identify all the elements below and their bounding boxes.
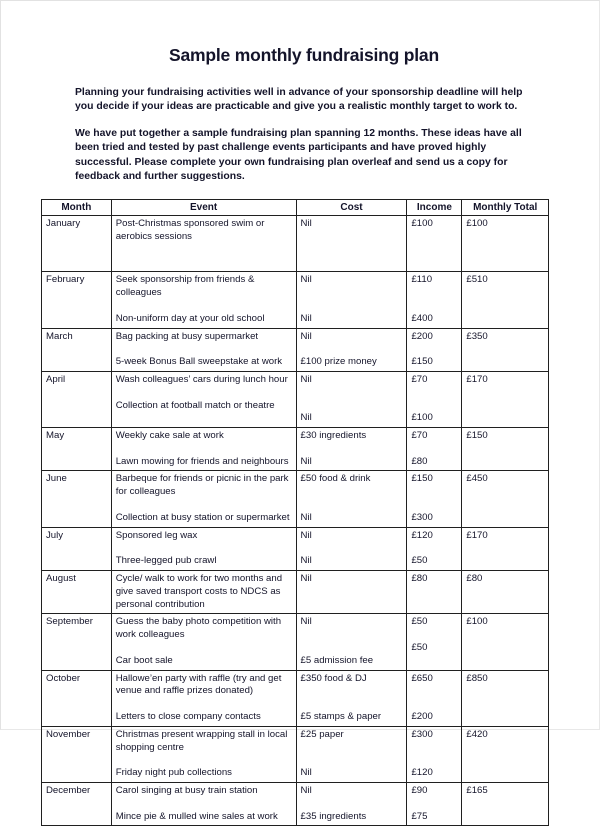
cell-line: £75 xyxy=(411,810,428,822)
cell-line xyxy=(411,629,457,642)
cell-line xyxy=(411,231,457,244)
cell-line: £5 stamps & paper xyxy=(300,711,382,723)
fundraising-plan-table xyxy=(41,199,549,826)
column-header-month: Month xyxy=(42,199,112,215)
cell-line: £80 xyxy=(411,573,428,585)
cell-cost xyxy=(296,471,407,527)
cell-line xyxy=(116,343,292,356)
cell-line xyxy=(411,798,457,811)
cell-monthly-total: £450 xyxy=(462,471,549,527)
cell-line: Post-Christmas sponsored swim or xyxy=(115,218,265,230)
cell-line: Nil xyxy=(300,312,312,324)
cell-line: Christmas present wrapping stall in local xyxy=(115,728,288,740)
cell-month: June xyxy=(42,471,112,527)
table-row xyxy=(42,328,549,371)
document-content xyxy=(41,45,549,826)
cell-line xyxy=(301,742,403,755)
cell-line: personal contribution xyxy=(115,598,205,610)
cell-line: venue and raffle prizes donated) xyxy=(115,685,254,697)
cell-income xyxy=(407,371,462,427)
cell-income xyxy=(407,216,462,272)
cell-monthly-total: £350 xyxy=(462,328,549,371)
cell-income xyxy=(407,471,462,527)
cell-line xyxy=(301,486,403,499)
cell-cost xyxy=(296,527,407,570)
cell-event xyxy=(111,670,296,726)
cell-line: £110 xyxy=(411,274,433,286)
cell-month: September xyxy=(42,614,112,670)
cell-month: July xyxy=(42,527,112,570)
cell-line xyxy=(301,244,403,257)
cell-monthly-total: £80 xyxy=(462,571,549,614)
intro-paragraph-1: Planning your fundraising activities well in advance of your sponsorship deadline will help you decide if your ideas are practicable and give you a realistic monthly target to work to. xyxy=(75,87,523,113)
cell-line xyxy=(301,231,403,244)
cell-cost xyxy=(296,726,407,782)
cell-line xyxy=(411,486,457,499)
cell-line xyxy=(301,300,403,313)
cell-cost xyxy=(296,571,407,614)
cell-line: £650 xyxy=(411,672,433,684)
cell-line xyxy=(411,698,457,711)
cell-line xyxy=(301,642,403,655)
cell-income xyxy=(407,614,462,670)
cell-line: Nil xyxy=(300,616,312,628)
cell-line: Three-legged pub crawl xyxy=(115,555,217,567)
cell-line xyxy=(301,629,403,642)
cell-cost xyxy=(296,614,407,670)
cell-line: £30 ingredients xyxy=(300,430,367,442)
cell-cost xyxy=(296,670,407,726)
cell-event xyxy=(111,371,296,427)
cell-line xyxy=(301,499,403,512)
cell-income xyxy=(407,726,462,782)
column-header-income: Income xyxy=(407,199,462,215)
cell-line: Non-uniform day at your old school xyxy=(115,312,265,324)
cell-line: Nil xyxy=(300,767,312,779)
cell-line: £50 xyxy=(411,555,428,567)
cell-line: £50 xyxy=(411,616,428,628)
cell-line: £150 xyxy=(411,473,433,485)
cell-line: £25 paper xyxy=(300,728,344,740)
table-header-row xyxy=(42,199,549,215)
table-row xyxy=(42,471,549,527)
cell-event xyxy=(111,328,296,371)
cell-line xyxy=(116,300,292,313)
table-body xyxy=(42,216,549,826)
cell-line: Lawn mowing for friends and neighbours xyxy=(115,455,289,467)
cell-cost xyxy=(296,371,407,427)
cell-month: December xyxy=(42,783,112,826)
cell-line xyxy=(116,443,292,456)
cell-line: aerobics sessions xyxy=(115,230,192,242)
cell-line: £120 xyxy=(411,529,433,541)
cell-line: £100 prize money xyxy=(300,356,377,368)
cell-line: £70 xyxy=(411,373,428,385)
cell-event xyxy=(111,614,296,670)
cell-line xyxy=(116,798,292,811)
cell-line xyxy=(411,599,457,612)
cell-line: £400 xyxy=(411,312,433,324)
cell-income xyxy=(407,670,462,726)
cell-event xyxy=(111,527,296,570)
cell-line xyxy=(411,244,457,257)
cell-month: October xyxy=(42,670,112,726)
cell-line xyxy=(301,287,403,300)
cell-line xyxy=(301,443,403,456)
cell-line xyxy=(116,499,292,512)
cell-line: Nil xyxy=(300,455,312,467)
cell-line: Nil xyxy=(300,529,312,541)
table-row xyxy=(42,614,549,670)
cell-line: £90 xyxy=(411,785,428,797)
cell-line: £50 food & drink xyxy=(300,473,371,485)
cell-cost xyxy=(296,428,407,471)
cell-monthly-total: £170 xyxy=(462,371,549,427)
cell-line: Collection at busy station or supermarket xyxy=(115,511,290,523)
cell-line xyxy=(411,400,457,413)
cell-line: Sponsored leg wax xyxy=(115,529,198,541)
cell-line xyxy=(411,542,457,555)
cell-line: £120 xyxy=(411,767,433,779)
cell-income xyxy=(407,527,462,570)
cell-line xyxy=(301,685,403,698)
cell-line: £150 xyxy=(411,356,433,368)
cell-month: August xyxy=(42,571,112,614)
cell-line xyxy=(116,412,292,425)
table-row xyxy=(42,726,549,782)
cell-line xyxy=(301,343,403,356)
cell-line xyxy=(116,642,292,655)
column-header-total: Monthly Total xyxy=(462,199,549,215)
cell-line xyxy=(411,586,457,599)
cell-line: Nil xyxy=(300,373,312,385)
cell-line: £350 food & DJ xyxy=(300,672,367,684)
cell-income xyxy=(407,571,462,614)
cell-line xyxy=(301,400,403,413)
cell-line: Nil xyxy=(300,412,312,424)
cell-line xyxy=(301,542,403,555)
cell-income xyxy=(407,328,462,371)
cell-line xyxy=(301,599,403,612)
cell-cost xyxy=(296,216,407,272)
cell-line: Cycle/ walk to work for two months and xyxy=(115,573,283,585)
cell-line xyxy=(411,300,457,313)
cell-line: Nil xyxy=(300,555,312,567)
cell-line xyxy=(411,655,457,668)
cell-line: colleagues xyxy=(115,287,162,299)
cell-event xyxy=(111,571,296,614)
cell-line: Friday night pub collections xyxy=(115,767,232,779)
cell-line xyxy=(301,698,403,711)
cell-income xyxy=(407,272,462,328)
cell-monthly-total: £100 xyxy=(462,216,549,272)
cell-monthly-total: £100 xyxy=(462,614,549,670)
cell-line: Wash colleagues’ cars during lunch hour xyxy=(115,373,288,385)
cell-event xyxy=(111,428,296,471)
table-row xyxy=(42,428,549,471)
cell-line xyxy=(411,685,457,698)
column-header-cost: Cost xyxy=(296,199,407,215)
cell-line xyxy=(301,387,403,400)
cell-monthly-total: £510 xyxy=(462,272,549,328)
cell-line: give saved transport costs to NDCS as xyxy=(115,585,281,597)
cell-month: January xyxy=(42,216,112,272)
cell-month: May xyxy=(42,428,112,471)
cell-event xyxy=(111,471,296,527)
cell-cost xyxy=(296,328,407,371)
cell-month: April xyxy=(42,371,112,427)
cell-month: November xyxy=(42,726,112,782)
cell-event xyxy=(111,726,296,782)
cell-income xyxy=(407,428,462,471)
cell-line xyxy=(301,798,403,811)
table-row xyxy=(42,783,549,826)
cell-monthly-total: £165 xyxy=(462,783,549,826)
cell-line: Collection at football match or theatre xyxy=(115,399,275,411)
cell-line: Letters to close company contacts xyxy=(115,711,261,723)
cell-line xyxy=(411,742,457,755)
cell-line: £100 xyxy=(411,218,433,230)
cell-line xyxy=(116,542,292,555)
cell-line xyxy=(301,754,403,767)
cell-line: Nil xyxy=(300,274,312,286)
cell-month: March xyxy=(42,328,112,371)
cell-line: for colleagues xyxy=(115,486,176,498)
cell-line: £70 xyxy=(411,430,428,442)
cell-line: £5 admission fee xyxy=(300,654,374,666)
table-row xyxy=(42,527,549,570)
cell-line: £200 xyxy=(411,330,433,342)
cell-line xyxy=(116,257,292,270)
cell-line: Carol singing at busy train station xyxy=(115,785,258,797)
cell-monthly-total: £420 xyxy=(462,726,549,782)
cell-line xyxy=(116,754,292,767)
table-row xyxy=(42,272,549,328)
cell-line: £300 xyxy=(411,728,433,740)
cell-line xyxy=(411,343,457,356)
cell-line xyxy=(411,499,457,512)
cell-line: Seek sponsorship from friends & xyxy=(115,274,255,286)
cell-line xyxy=(116,387,292,400)
table-row xyxy=(42,216,549,272)
cell-line: work colleagues xyxy=(115,629,185,641)
cell-line: £300 xyxy=(411,511,433,523)
intro-paragraph-2: We have put together a sample fundraising plan spanning 12 months. These ideas have all been tried and tested by past challenge events participants and have proved highly successful. Please complete your own fundraising plan overleaf and send us a copy for feedback and further suggestions. xyxy=(75,128,522,182)
cell-line: Nil xyxy=(300,330,312,342)
cell-line: Nil xyxy=(300,573,312,585)
table-row xyxy=(42,371,549,427)
page-title: Sample monthly fundraising plan xyxy=(169,45,439,65)
cell-line: £100 xyxy=(411,412,433,424)
cell-line: Nil xyxy=(300,785,312,797)
cell-line: shopping centre xyxy=(115,741,184,753)
cell-monthly-total: £150 xyxy=(462,428,549,471)
cell-event xyxy=(111,272,296,328)
cell-month: February xyxy=(42,272,112,328)
cell-line: Nil xyxy=(300,511,312,523)
cell-line: £200 xyxy=(411,711,433,723)
cell-line xyxy=(411,443,457,456)
cell-line xyxy=(116,698,292,711)
cell-line: £80 xyxy=(411,455,428,467)
column-header-event: Event xyxy=(111,199,296,215)
cell-line xyxy=(411,257,457,270)
cell-line: Barbeque for friends or picnic in the park xyxy=(115,473,289,485)
table-row xyxy=(42,670,549,726)
cell-line: Bag packing at busy supermarket xyxy=(115,330,259,342)
cell-line: £50 xyxy=(411,642,428,654)
cell-event xyxy=(111,783,296,826)
cell-event xyxy=(111,216,296,272)
cell-line: Car boot sale xyxy=(115,654,173,666)
cell-line: Weekly cake sale at work xyxy=(115,430,224,442)
cell-line xyxy=(411,754,457,767)
cell-cost xyxy=(296,272,407,328)
cell-line: 5-week Bonus Ball sweepstake at work xyxy=(115,356,283,368)
cell-line: Nil xyxy=(300,218,312,230)
cell-income xyxy=(407,783,462,826)
cell-line: £35 ingredients xyxy=(300,810,367,822)
cell-line xyxy=(301,586,403,599)
cell-line xyxy=(301,257,403,270)
cell-cost xyxy=(296,783,407,826)
cell-monthly-total: £850 xyxy=(462,670,549,726)
cell-line xyxy=(116,244,292,257)
cell-line: Mince pie & mulled wine sales at work xyxy=(115,810,278,822)
cell-line xyxy=(411,387,457,400)
cell-line: Hallowe’en party with raffle (try and get xyxy=(115,672,282,684)
cell-line xyxy=(411,287,457,300)
table-row xyxy=(42,571,549,614)
cell-monthly-total: £170 xyxy=(462,527,549,570)
cell-line: Guess the baby photo competition with xyxy=(115,616,282,628)
